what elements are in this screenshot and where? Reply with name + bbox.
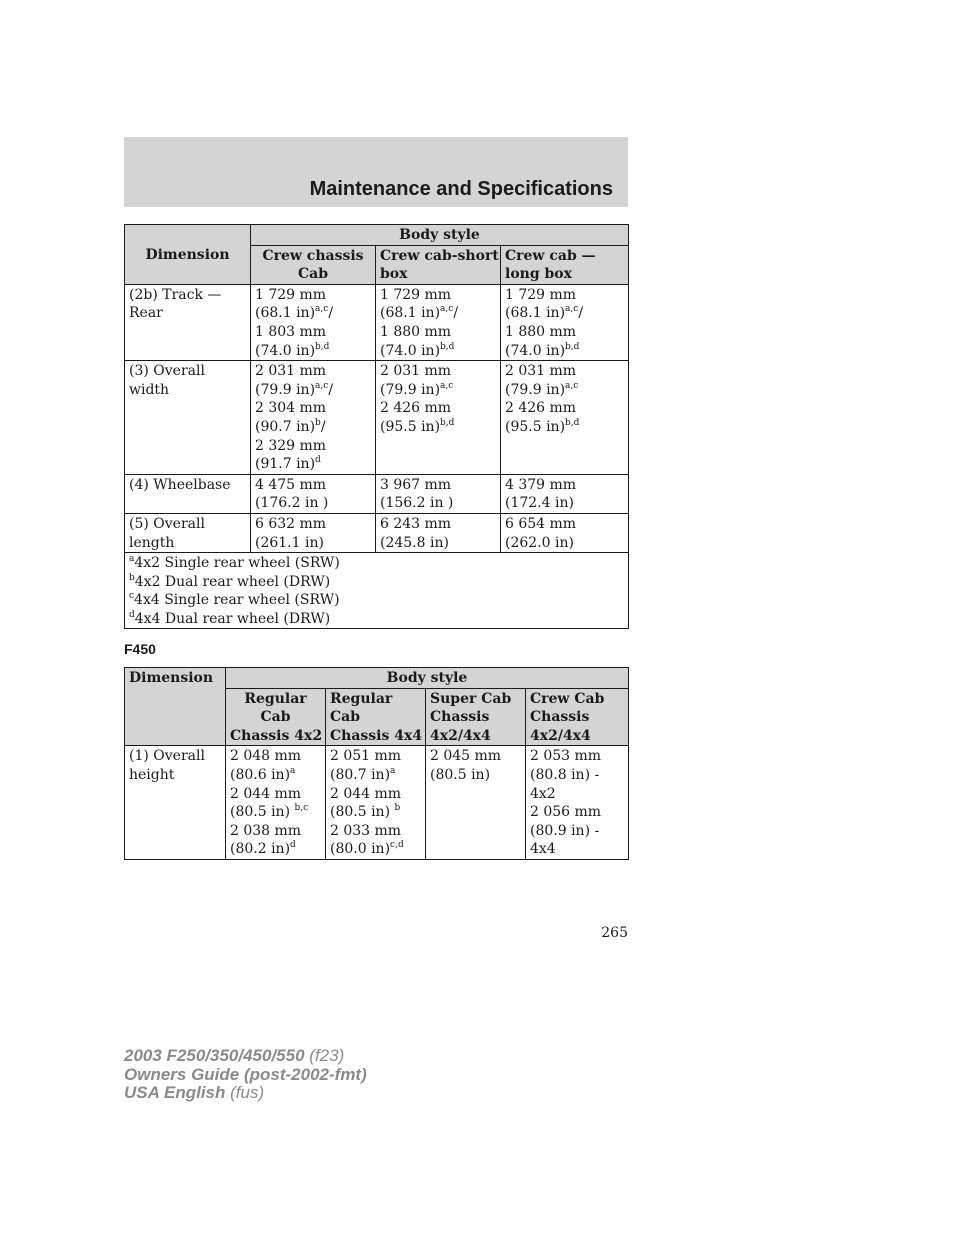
- footnote-ref: b,d: [440, 417, 455, 428]
- row-label-line: (2b) Track —: [129, 286, 222, 303]
- cell-line: [255, 323, 371, 342]
- table-cell: [376, 284, 501, 360]
- cell-value: (80.2 in): [230, 841, 291, 858]
- cell-value: 6 632 mm: [255, 515, 327, 532]
- table-cell: [376, 474, 501, 513]
- row-label: [125, 361, 251, 475]
- cell-value: (79.9 in): [255, 381, 316, 398]
- column-header: [426, 688, 526, 746]
- cell-line: [530, 785, 624, 804]
- column-header-line: Chassis 4x2: [230, 727, 323, 744]
- cell-line: [330, 747, 421, 766]
- cell-line: [380, 476, 496, 495]
- cell-value: (80.7 in): [330, 766, 391, 783]
- cell-line: [380, 304, 496, 323]
- cell-value: (245.8 in): [380, 534, 449, 551]
- table-cell: [251, 284, 376, 360]
- footnotes-row: [125, 553, 629, 629]
- cell-value: (79.9 in): [505, 381, 566, 398]
- cell-value: 1 729 mm: [255, 286, 327, 303]
- cell-value: 2 426 mm: [380, 400, 452, 417]
- footnote-ref: b,d: [440, 341, 455, 352]
- cell-line: [230, 840, 321, 859]
- cell-line: [505, 494, 624, 513]
- footnote-ref: b,d: [565, 341, 580, 352]
- cell-line: [380, 342, 496, 361]
- cell-value: 2 304 mm: [255, 400, 327, 417]
- footer-line-model: [124, 1047, 367, 1066]
- cell-line: [330, 822, 421, 841]
- footnote-mark: d: [129, 609, 135, 620]
- footnote-text: 4x4 Dual rear wheel (DRW): [134, 610, 331, 627]
- cell-value: 2 044 mm: [330, 785, 402, 802]
- footnote: [129, 591, 624, 610]
- footer-language-code: (fus): [225, 1083, 265, 1102]
- cell-value: 1 880 mm: [380, 323, 452, 340]
- cell-value: 2 048 mm: [230, 748, 302, 765]
- cell-value: 2 045 mm: [430, 748, 502, 765]
- cell-line: [505, 342, 624, 361]
- cell-line: [505, 381, 624, 400]
- table-cell: [501, 474, 629, 513]
- cell-value: (80.5 in): [430, 766, 491, 783]
- row-label: [125, 746, 226, 860]
- footnote-ref: a,c: [440, 380, 454, 391]
- cell-value: 1 880 mm: [505, 323, 577, 340]
- cell-line: [505, 476, 624, 495]
- cell-value: 1 803 mm: [255, 323, 327, 340]
- column-header-line: Crew cab-short: [380, 247, 499, 264]
- cell-value: 2 033 mm: [330, 822, 402, 839]
- cell-value: (95.5 in): [505, 418, 566, 435]
- cell-value: (74.0 in): [505, 342, 566, 359]
- column-header-line: Cab: [297, 266, 328, 283]
- footnotes-cell: [125, 553, 629, 629]
- table-cell: [376, 513, 501, 552]
- cell-value: (176.2 in ): [255, 495, 329, 512]
- footnote-ref: b,c: [294, 803, 309, 814]
- row-label-line: (3) Overall: [129, 363, 205, 380]
- table-cell: [426, 746, 526, 860]
- cell-value: (80.0 in): [330, 841, 391, 858]
- footnote-ref: b: [394, 803, 401, 814]
- cell-value: 2 051 mm: [330, 748, 402, 765]
- cell-line: [505, 399, 624, 418]
- footnote-ref: a,c: [315, 380, 329, 391]
- document-footer: [124, 1047, 367, 1103]
- cell-value: 2 056 mm: [530, 804, 602, 821]
- cell-value: (68.1 in): [380, 305, 441, 322]
- cell-line: [530, 840, 624, 859]
- footnote-text: 4x2 Single rear wheel (SRW): [134, 555, 340, 572]
- footnote-ref: a,c: [315, 304, 329, 315]
- cell-line: [230, 747, 321, 766]
- cell-line: [380, 362, 496, 381]
- header-band: [124, 137, 628, 207]
- cell-line: [430, 766, 521, 785]
- cell-value: 2 038 mm: [230, 822, 302, 839]
- cell-line: [380, 399, 496, 418]
- cell-value: (91.7 in): [255, 456, 316, 473]
- table-cell: [251, 513, 376, 552]
- column-header-line: Crew chassis: [262, 247, 364, 264]
- cell-line: [255, 455, 371, 474]
- cell-value: (80.6 in): [230, 766, 291, 783]
- footnote-ref: a,c: [565, 380, 579, 391]
- cell-value: 4x2: [530, 785, 556, 802]
- column-header-line: Regular: [244, 690, 307, 707]
- cell-line: [505, 304, 624, 323]
- cell-line: [530, 747, 624, 766]
- cell-value: 2 329 mm: [255, 437, 327, 454]
- cell-line: [380, 381, 496, 400]
- cell-line: [230, 766, 321, 785]
- row-label: [125, 284, 251, 360]
- spec-table-f450: [124, 667, 629, 860]
- footnote-ref: a,c: [440, 304, 454, 315]
- cell-suffix: /: [578, 305, 584, 322]
- cell-value: 6 243 mm: [380, 515, 452, 532]
- cell-line: [505, 515, 624, 534]
- column-header-line: box: [380, 266, 408, 283]
- column-header-line: Chassis: [430, 709, 490, 726]
- dimension-header: Dimension: [125, 225, 251, 285]
- cell-line: [505, 286, 624, 305]
- cell-value: 4x4: [530, 841, 556, 858]
- cell-value: (68.1 in): [505, 305, 566, 322]
- cell-line: [330, 840, 421, 859]
- column-header: [226, 688, 326, 746]
- cell-line: [255, 304, 371, 323]
- footer-model: 2003 F250/350/450/550: [124, 1046, 305, 1065]
- cell-line: [505, 362, 624, 381]
- footer-guide: Owners Guide (post-2002-fmt): [124, 1064, 367, 1084]
- cell-line: [255, 362, 371, 381]
- table-cell: [526, 746, 629, 860]
- cell-value: 3 967 mm: [380, 476, 452, 493]
- column-header-line: Regular: [330, 690, 393, 707]
- cell-line: [255, 494, 371, 513]
- table-cell: [226, 746, 326, 860]
- footer-line-guide: [124, 1066, 367, 1085]
- table-row: [125, 361, 629, 475]
- cell-line: [505, 534, 624, 553]
- footnote: [129, 610, 624, 629]
- section-label-f450: F450: [124, 641, 156, 657]
- cell-value: (95.5 in): [380, 418, 441, 435]
- column-header: [251, 245, 376, 284]
- cell-value: (262.0 in): [505, 534, 574, 551]
- cell-suffix: /: [328, 305, 334, 322]
- table-row: [125, 284, 629, 360]
- cell-value: 2 044 mm: [230, 785, 302, 802]
- cell-line: [255, 381, 371, 400]
- column-header-line: Chassis 4x4: [330, 727, 423, 744]
- cell-line: [330, 803, 421, 822]
- spec-table-crew-cab: [124, 224, 629, 629]
- table-row: [125, 513, 629, 552]
- table-cell: [501, 284, 629, 360]
- footnote-mark: b: [129, 572, 135, 583]
- footer-line-language: [124, 1084, 367, 1103]
- column-header-line: long box: [505, 266, 572, 283]
- cell-line: [530, 822, 624, 841]
- footnote-ref: a: [390, 765, 396, 776]
- cell-value: (80.9 in) -: [530, 822, 600, 839]
- dimension-header: Dimension: [125, 668, 226, 746]
- body-style-header: Body style: [226, 668, 629, 689]
- cell-line: [230, 822, 321, 841]
- footnote-ref: b,d: [315, 341, 330, 352]
- cell-value: (80.8 in) -: [530, 766, 600, 783]
- cell-line: [255, 476, 371, 495]
- body-style-header: Body style: [251, 225, 629, 246]
- cell-suffix: /: [320, 418, 326, 435]
- footnote-ref: b,d: [565, 417, 580, 428]
- footnote-ref: d: [315, 455, 321, 466]
- cell-suffix: /: [453, 305, 459, 322]
- cell-value: 6 654 mm: [505, 515, 577, 532]
- cell-value: 2 426 mm: [505, 400, 577, 417]
- page-number: 265: [601, 925, 628, 941]
- table-cell: [251, 361, 376, 475]
- cell-line: [380, 515, 496, 534]
- footer-model-code: (f23): [304, 1046, 345, 1065]
- column-header: [501, 245, 629, 284]
- cell-line: [255, 515, 371, 534]
- cell-line: [255, 286, 371, 305]
- row-label-line: height: [129, 766, 175, 783]
- cell-line: [230, 803, 321, 822]
- row-label-line: (5) Overall: [129, 515, 205, 532]
- cell-line: [505, 323, 624, 342]
- footnote-mark: c: [129, 591, 135, 602]
- cell-value: (156.2 in ): [380, 495, 454, 512]
- column-header: [326, 688, 426, 746]
- footnote-ref: b: [315, 417, 321, 428]
- cell-value: 2 031 mm: [505, 363, 577, 380]
- page-title: Maintenance and Specifications: [309, 178, 613, 200]
- cell-value: (74.0 in): [255, 342, 316, 359]
- cell-line: [380, 286, 496, 305]
- column-header-line: Chassis: [530, 709, 590, 726]
- row-label-line: width: [129, 381, 170, 398]
- cell-line: [255, 534, 371, 553]
- cell-value: (80.5 in): [230, 804, 295, 821]
- footnote-ref: a: [290, 765, 296, 776]
- cell-value: 2 031 mm: [255, 363, 327, 380]
- table-row: [125, 474, 629, 513]
- cell-line: [330, 785, 421, 804]
- cell-line: [255, 342, 371, 361]
- row-label: [125, 513, 251, 552]
- cell-line: [380, 534, 496, 553]
- cell-value: 2 053 mm: [530, 748, 602, 765]
- column-header: [376, 245, 501, 284]
- footnote: [129, 554, 624, 573]
- cell-value: (74.0 in): [380, 342, 441, 359]
- footnote-text: 4x2 Dual rear wheel (DRW): [134, 573, 331, 590]
- cell-value: (68.1 in): [255, 305, 316, 322]
- cell-value: 1 729 mm: [380, 286, 452, 303]
- column-header-line: 4x2/4x4: [530, 727, 591, 744]
- cell-line: [380, 418, 496, 437]
- column-header-line: Crew Cab: [530, 690, 605, 707]
- column-header-line: Cab: [260, 709, 291, 726]
- row-label-line: Rear: [129, 305, 163, 322]
- footnote-ref: d: [290, 840, 296, 851]
- cell-line: [330, 766, 421, 785]
- column-header-line: Cab: [330, 709, 361, 726]
- footer-language: USA English: [124, 1083, 226, 1102]
- table-cell: [501, 361, 629, 475]
- cell-value: (261.1 in): [255, 534, 324, 551]
- cell-value: 2 031 mm: [380, 363, 452, 380]
- row-label: [125, 474, 251, 513]
- column-header-line: 4x2/4x4: [430, 727, 491, 744]
- column-header: [526, 688, 629, 746]
- footnote-mark: a: [129, 554, 135, 565]
- footnote-ref: c,d: [390, 840, 404, 851]
- cell-value: (79.9 in): [380, 381, 441, 398]
- cell-line: [530, 766, 624, 785]
- cell-line: [255, 399, 371, 418]
- row-label-line: (1) Overall: [129, 748, 205, 765]
- footnote-text: 4x4 Single rear wheel (SRW): [134, 592, 340, 609]
- cell-value: (172.4 in): [505, 495, 574, 512]
- table-cell: [251, 474, 376, 513]
- column-header-line: Super Cab: [430, 690, 512, 707]
- table-cell: [326, 746, 426, 860]
- cell-line: [530, 803, 624, 822]
- footnote: [129, 573, 624, 592]
- cell-line: [380, 494, 496, 513]
- row-label-line: (4) Wheelbase: [129, 476, 231, 493]
- cell-suffix: /: [328, 381, 334, 398]
- cell-line: [430, 747, 521, 766]
- cell-value: 4 379 mm: [505, 476, 577, 493]
- cell-line: [255, 418, 371, 437]
- row-label-line: length: [129, 534, 175, 551]
- cell-value: 4 475 mm: [255, 476, 327, 493]
- cell-value: 1 729 mm: [505, 286, 577, 303]
- table-cell: [501, 513, 629, 552]
- column-header-line: Crew cab —: [505, 247, 596, 264]
- cell-line: [380, 323, 496, 342]
- cell-line: [505, 418, 624, 437]
- table-cell: [376, 361, 501, 475]
- table-row: [125, 746, 629, 860]
- cell-line: [255, 437, 371, 456]
- cell-line: [230, 785, 321, 804]
- cell-value: (80.5 in): [330, 804, 395, 821]
- footnote-ref: a,c: [565, 304, 579, 315]
- cell-value: (90.7 in): [255, 418, 316, 435]
